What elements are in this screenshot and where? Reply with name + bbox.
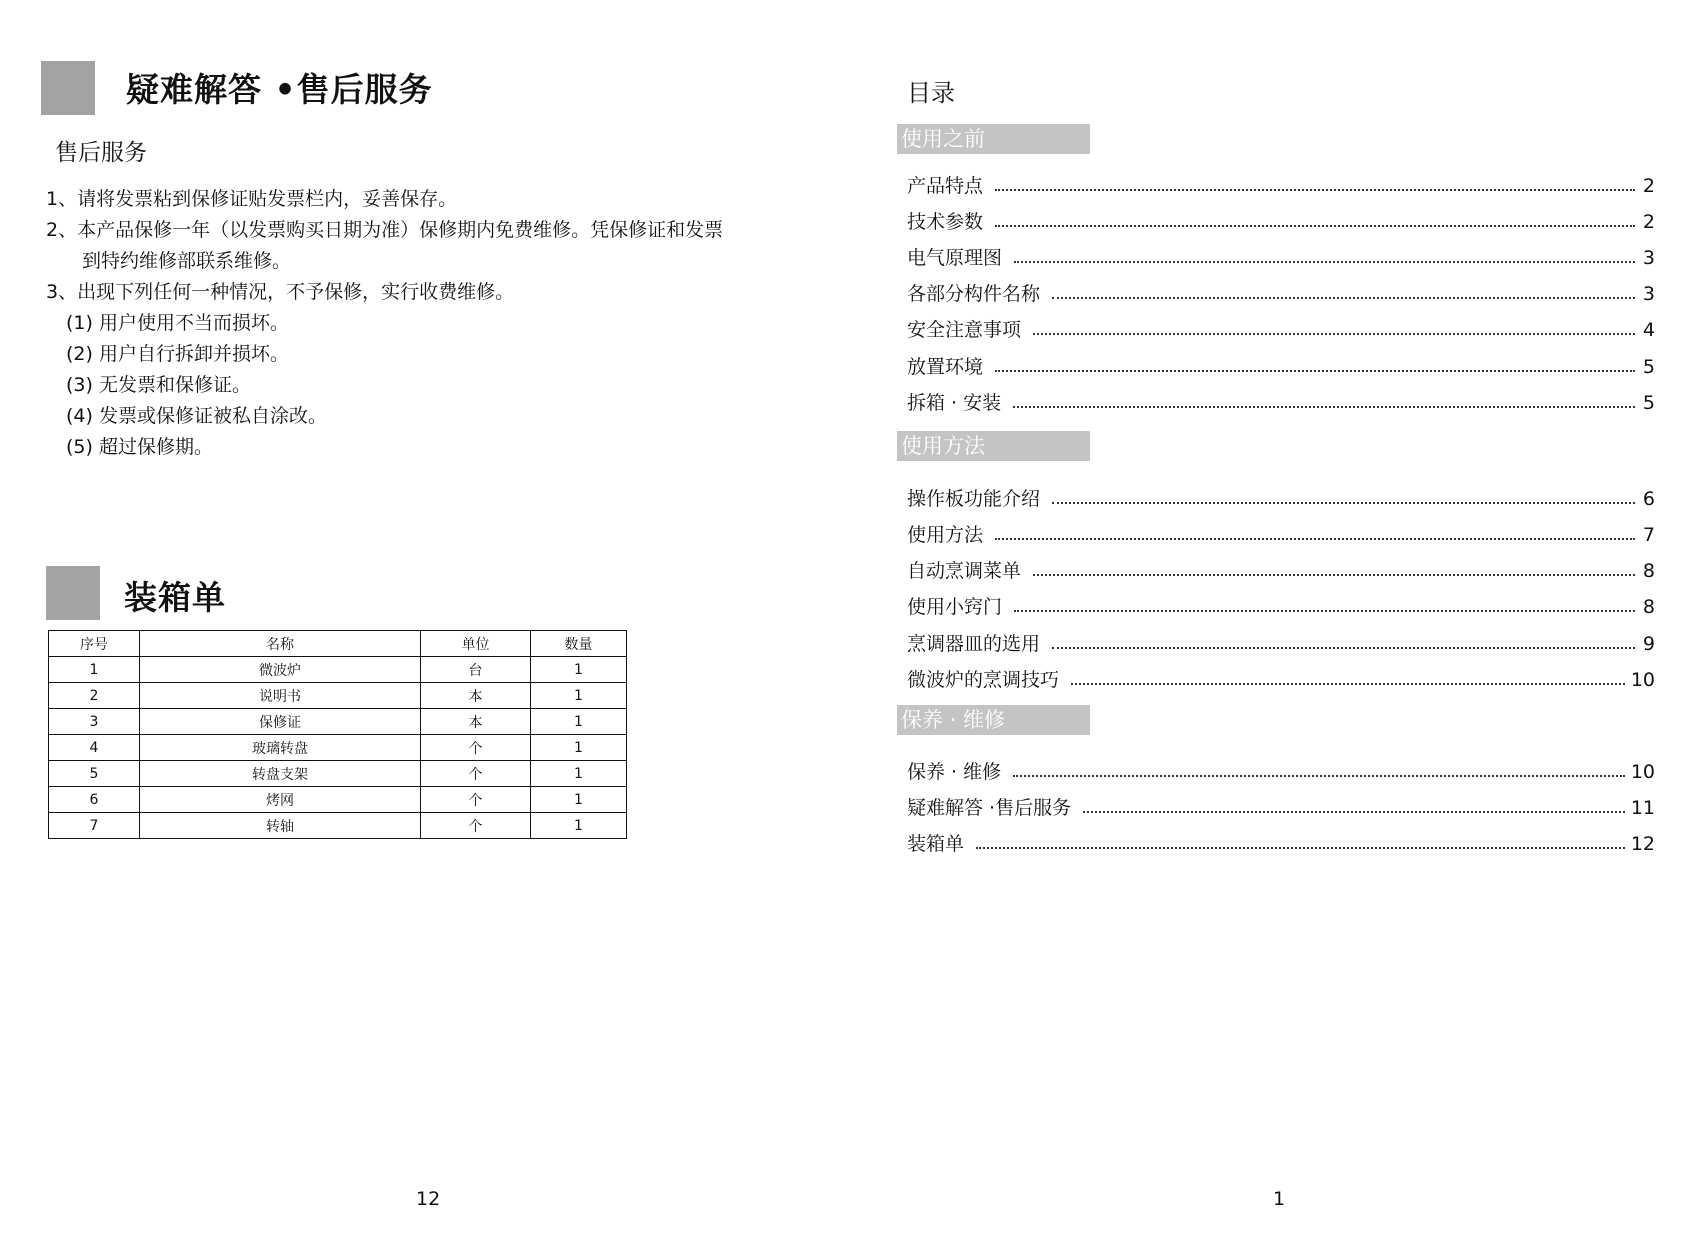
page-number: 1 [1273,1188,1286,1210]
subheading: 售后服务 [55,140,147,166]
toc-entry[interactable] [907,592,1655,620]
table-header-cell: 数量 [531,631,627,657]
toc-leader-dots [1013,761,1625,777]
toc-entry[interactable] [907,243,1655,271]
table-cell: 1 [531,735,627,761]
toc-entry-title: 保养 · 维修 [907,761,1002,783]
section-marker-block [41,61,95,115]
toc-entry-title: 自动烹调菜单 [907,560,1022,582]
toc-entry[interactable] [907,388,1655,416]
packing-table [48,630,627,839]
toc-leader-dots [1013,392,1635,408]
table-cell: 1 [531,683,627,709]
toc-leader-dots [1052,488,1635,504]
toc-entry-page: 8 [1642,596,1655,618]
table-header-cell: 序号 [49,631,140,657]
table-row [49,813,627,839]
toc-entry-title: 使用小窍门 [907,596,1003,618]
toc-entry[interactable] [907,279,1655,307]
toc-leader-dots [1014,247,1635,263]
table-row [49,709,627,735]
toc-entry[interactable] [907,829,1655,857]
toc-section-band: 使用之前 [897,124,1090,154]
table-cell: 1 [531,813,627,839]
table-cell: 个 [421,761,531,787]
toc-leader-dots [1033,319,1635,335]
toc-entry-page: 5 [1642,356,1655,378]
toc-entry[interactable] [907,556,1655,584]
toc-entry-title: 装箱单 [907,833,965,855]
table-cell: 7 [49,813,140,839]
toc-entry-page: 3 [1642,247,1655,269]
table-cell: 2 [49,683,140,709]
toc-entry-title: 微波炉的烹调技巧 [907,669,1060,691]
table-cell: 4 [49,735,140,761]
toc-entry-page: 10 [1630,761,1655,783]
toc-entry[interactable] [907,793,1655,821]
table-cell: 1 [531,657,627,683]
toc-entry-page: 8 [1642,560,1655,582]
list-item: (2) 用户自行拆卸并损坏。 [66,343,289,365]
toc-entry-title: 安全注意事项 [907,319,1022,341]
table-cell: 转轴 [140,813,421,839]
toc-entry-page: 9 [1642,633,1655,655]
toc-entry-page: 11 [1630,797,1655,819]
table-cell: 1 [531,709,627,735]
table-cell: 1 [531,787,627,813]
table-cell: 本 [421,709,531,735]
page-heading: 疑难解答 •售后服务 [126,70,433,109]
service-list [46,184,826,463]
toc-leader-dots [1014,596,1635,612]
toc-leader-dots [995,356,1635,372]
toc-entry-title: 疑难解答 ·售后服务 [907,797,1072,819]
toc-entry[interactable] [907,315,1655,343]
toc-entry-title: 放置环境 [907,356,984,378]
toc-entry-page: 12 [1630,833,1655,855]
toc-entry-title: 烹调器皿的选用 [907,633,1041,655]
toc-entry-title: 各部分构件名称 [907,283,1041,305]
table-cell: 6 [49,787,140,813]
table-header-cell: 单位 [421,631,531,657]
table-header-cell: 名称 [140,631,421,657]
toc-entry-title: 电气原理图 [907,247,1003,269]
table-cell: 个 [421,813,531,839]
list-item: 2、本产品保修一年（以发票购买日期为准）保修期内免费维修。凭保修证和发票 [46,219,724,241]
toc-entry-page: 7 [1642,524,1655,546]
table-cell: 烤网 [140,787,421,813]
toc-entry-page: 10 [1630,669,1655,691]
table-header-row [49,631,627,657]
table-row [49,761,627,787]
toc-entry-title: 使用方法 [907,524,984,546]
toc-leader-dots [995,175,1635,191]
section-marker-block [46,566,100,620]
table-cell: 微波炉 [140,657,421,683]
table-cell: 本 [421,683,531,709]
toc-entry-title: 操作板功能介绍 [907,488,1041,510]
toc-entry[interactable] [907,520,1655,548]
table-cell: 1 [49,657,140,683]
toc-title: 目录 [907,79,955,107]
toc-entry-title: 拆箱 · 安装 [907,392,1002,414]
toc-leader-dots [995,211,1635,227]
toc-entry[interactable] [907,629,1655,657]
toc-entry-page: 2 [1642,175,1655,197]
table-cell: 1 [531,761,627,787]
toc-leader-dots [1052,633,1635,649]
page-number: 12 [416,1188,441,1210]
table-cell: 台 [421,657,531,683]
table-row [49,787,627,813]
table-cell: 个 [421,787,531,813]
toc-section-band: 使用方法 [897,431,1090,461]
toc-entry-title: 技术参数 [907,211,984,233]
list-item: (5) 超过保修期。 [66,436,213,458]
toc-entry-page: 2 [1642,211,1655,233]
right-page [845,0,1690,1242]
table-cell: 个 [421,735,531,761]
toc-entry-page: 3 [1642,283,1655,305]
toc-entry[interactable] [907,665,1655,693]
toc-entry[interactable] [907,484,1655,512]
toc-entry[interactable] [907,207,1655,235]
table-cell: 玻璃转盘 [140,735,421,761]
toc-entry-title: 产品特点 [907,175,984,197]
toc-entry[interactable] [907,352,1655,380]
list-item: 1、请将发票粘到保修证贴发票栏内，妥善保存。 [46,188,458,210]
list-item: (4) 发票或保修证被私自涂改。 [66,405,327,427]
table-cell: 5 [49,761,140,787]
toc-leader-dots [1083,797,1625,813]
toc-entry-page: 6 [1642,488,1655,510]
table-row [49,683,627,709]
table-row [49,735,627,761]
toc-leader-dots [1033,560,1635,576]
table-cell: 转盘支架 [140,761,421,787]
toc-leader-dots [976,833,1625,849]
toc-entry-page: 4 [1642,319,1655,341]
list-item: 3、出现下列任何一种情况，不予保修，实行收费维修。 [46,281,515,303]
table-cell: 3 [49,709,140,735]
toc-entry-page: 5 [1642,392,1655,414]
toc-leader-dots [1071,669,1625,685]
list-item: (3) 无发票和保修证。 [66,374,251,396]
table-row [49,657,627,683]
toc-entry[interactable] [907,757,1655,785]
toc-entry[interactable] [907,171,1655,199]
table-cell: 保修证 [140,709,421,735]
packing-heading: 装箱单 [124,578,226,617]
list-item: (1) 用户使用不当而损坏。 [66,312,289,334]
table-cell: 说明书 [140,683,421,709]
toc-section-band: 保养 · 维修 [897,705,1090,735]
toc-leader-dots [1052,283,1635,299]
list-item: 到特约维修部联系维修。 [82,250,292,272]
toc-leader-dots [995,524,1635,540]
